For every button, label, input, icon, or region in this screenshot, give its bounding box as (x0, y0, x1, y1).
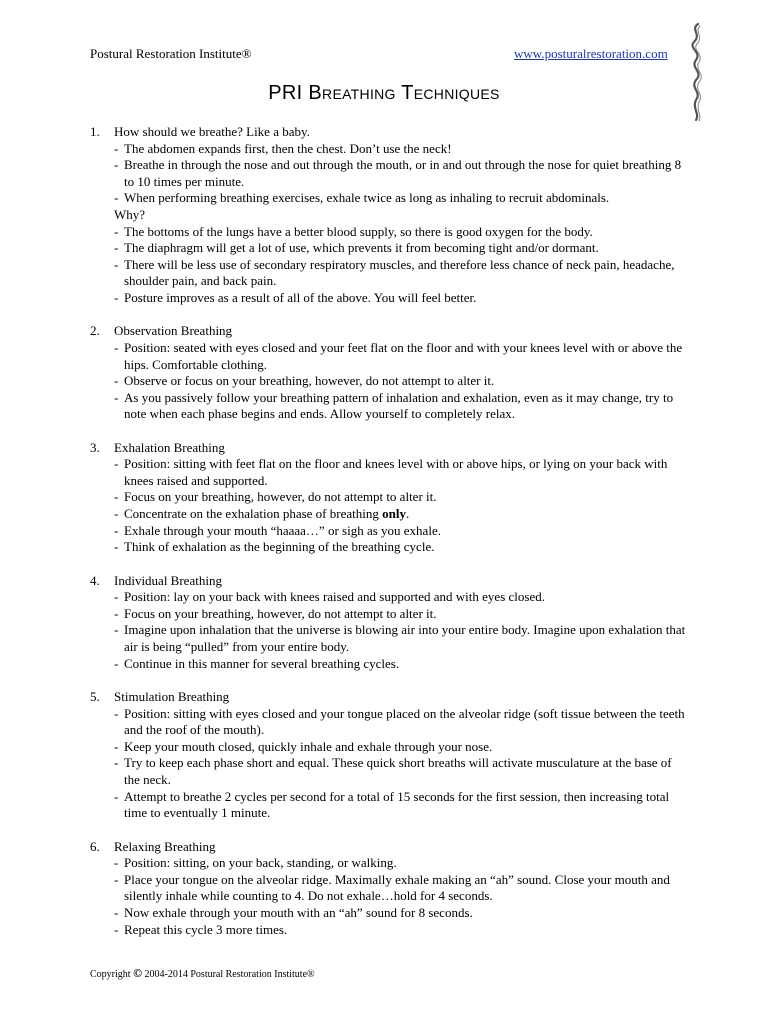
section-title: Observation Breathing (114, 323, 233, 339)
list-item: - Position: sitting with eyes closed and your tongue placed on the alveolar ridge (soft tissue between the teeth and the roof of the mouth). (114, 705, 685, 738)
section-title: Exhalation Breathing (114, 439, 225, 455)
list-item: - Think of exhalation as the beginning of the breathing cycle. (114, 539, 435, 555)
list-item: - As you passively follow your breathing pattern of inhalation and exhalation, even as it may change, try to note when each phase begins and ends. Allow yourself to completely relax. (114, 389, 674, 422)
section-number: 6. (90, 838, 100, 854)
list-item: - Now exhale through your mouth with an “ah” sound for 8 seconds. (114, 904, 473, 920)
list-item: - Attempt to breathe 2 cycles per second for a total of 15 seconds for the first session, then increasing total time to eventually 1 minute. (114, 788, 670, 821)
why-label: Why? (114, 206, 146, 222)
section-number: 3. (90, 439, 100, 455)
list-item: - Imagine upon inhalation that the universe is blowing air into your entire body. Imagine upon exhalation that air is being “pulled” from your entire body. (114, 622, 686, 655)
footer-copyright: Copyright © 2004-2014 Postural Restoration Institute® (90, 966, 315, 980)
list-item: - When performing breathing exercises, exhale twice as long as inhaling to recruit abdominals. (114, 190, 610, 206)
section-title: Stimulation Breathing (114, 689, 230, 704)
section-number: 2. (90, 323, 100, 339)
list-item: - Position: seated with eyes closed and your feet flat on the floor and with your knees level with or above the hips. Comfortable clothing. (114, 339, 683, 372)
list-item: - Posture improves as a result of all of the above. You will feel better. (114, 289, 477, 305)
list-item: - Position: lay on your back with knees raised and supported and with eyes closed. (114, 589, 545, 605)
section-number: 1. (90, 124, 100, 139)
header-website-link[interactable]: www.posturalrestoration.com (514, 46, 668, 61)
list-item: - Try to keep each phase short and equal. These quick short breaths will activate musculature at the base of the neck. (114, 755, 672, 787)
logo-squiggle-icon (676, 22, 716, 122)
section-title: Individual Breathing (114, 572, 222, 588)
list-item: - Focus on your breathing, however, do not attempt to alter it. (114, 489, 437, 505)
list-item: - Continue in this manner for several breathing cycles. (114, 655, 400, 671)
section-6 (90, 839, 690, 939)
section-3 (90, 440, 690, 556)
section-2 (90, 323, 690, 423)
list-item: - Breathe in through the nose and out through the mouth, or in and out through the nose for quiet breathing 8 to 10 times per minute. (114, 157, 682, 189)
section-1 (90, 124, 690, 307)
list-item: - Position: sitting with feet flat on the floor and knees level with or above hips, or lying on your back with knees raised and supported. (114, 456, 668, 488)
list-item: - There will be less use of secondary respiratory muscles, and therefore less chance of neck pain, headache, shoulder pain, and back pain. (114, 256, 675, 289)
list-item: - Focus on your breathing, however, do not attempt to alter it. (114, 605, 437, 621)
list-item: - The diaphragm will get a lot of use, which prevents it from becoming tight and/or dormant. (114, 240, 599, 256)
section-number: 4. (90, 572, 100, 588)
list-item: - Position: sitting, on your back, standing, or walking. (114, 855, 397, 871)
section-4 (90, 573, 690, 673)
header-org-name: Postural Restoration Institute® (90, 46, 252, 61)
list-item: - Exhale through your mouth “haaaa…” or sigh as you exhale. (114, 522, 441, 538)
list-item: - Concentrate on the exhalation phase of breathing only. (114, 506, 410, 522)
page-title: PRI Breathing Techniques (268, 82, 500, 104)
section-5 (90, 689, 690, 822)
list-item: - Repeat this cycle 3 more times. (114, 921, 288, 937)
copyright-symbol: © (133, 966, 143, 980)
section-title: Relaxing Breathing (114, 838, 216, 854)
list-item: - Place your tongue on the alveolar ridge. Maximally exhale making an “ah” sound. Close your mouth and silently inhale while counting to 4. Do not exhale…hold for 4 seconds. (114, 871, 670, 904)
list-item: - The abdomen expands first, then the chest. Don’t use the neck! (114, 140, 452, 156)
section-title: How should we breathe? Like a baby. (114, 124, 310, 139)
emphasis-only: only (382, 506, 406, 522)
list-item: - Keep your mouth closed, quickly inhale and exhale through your nose. (114, 738, 493, 754)
section-number: 5. (90, 689, 100, 704)
document-body (90, 124, 690, 955)
list-item: - The bottoms of the lungs have a better blood supply, so there is good oxygen for the body. (114, 223, 593, 239)
list-item: - Observe or focus on your breathing, however, do not attempt to alter it. (114, 373, 495, 389)
